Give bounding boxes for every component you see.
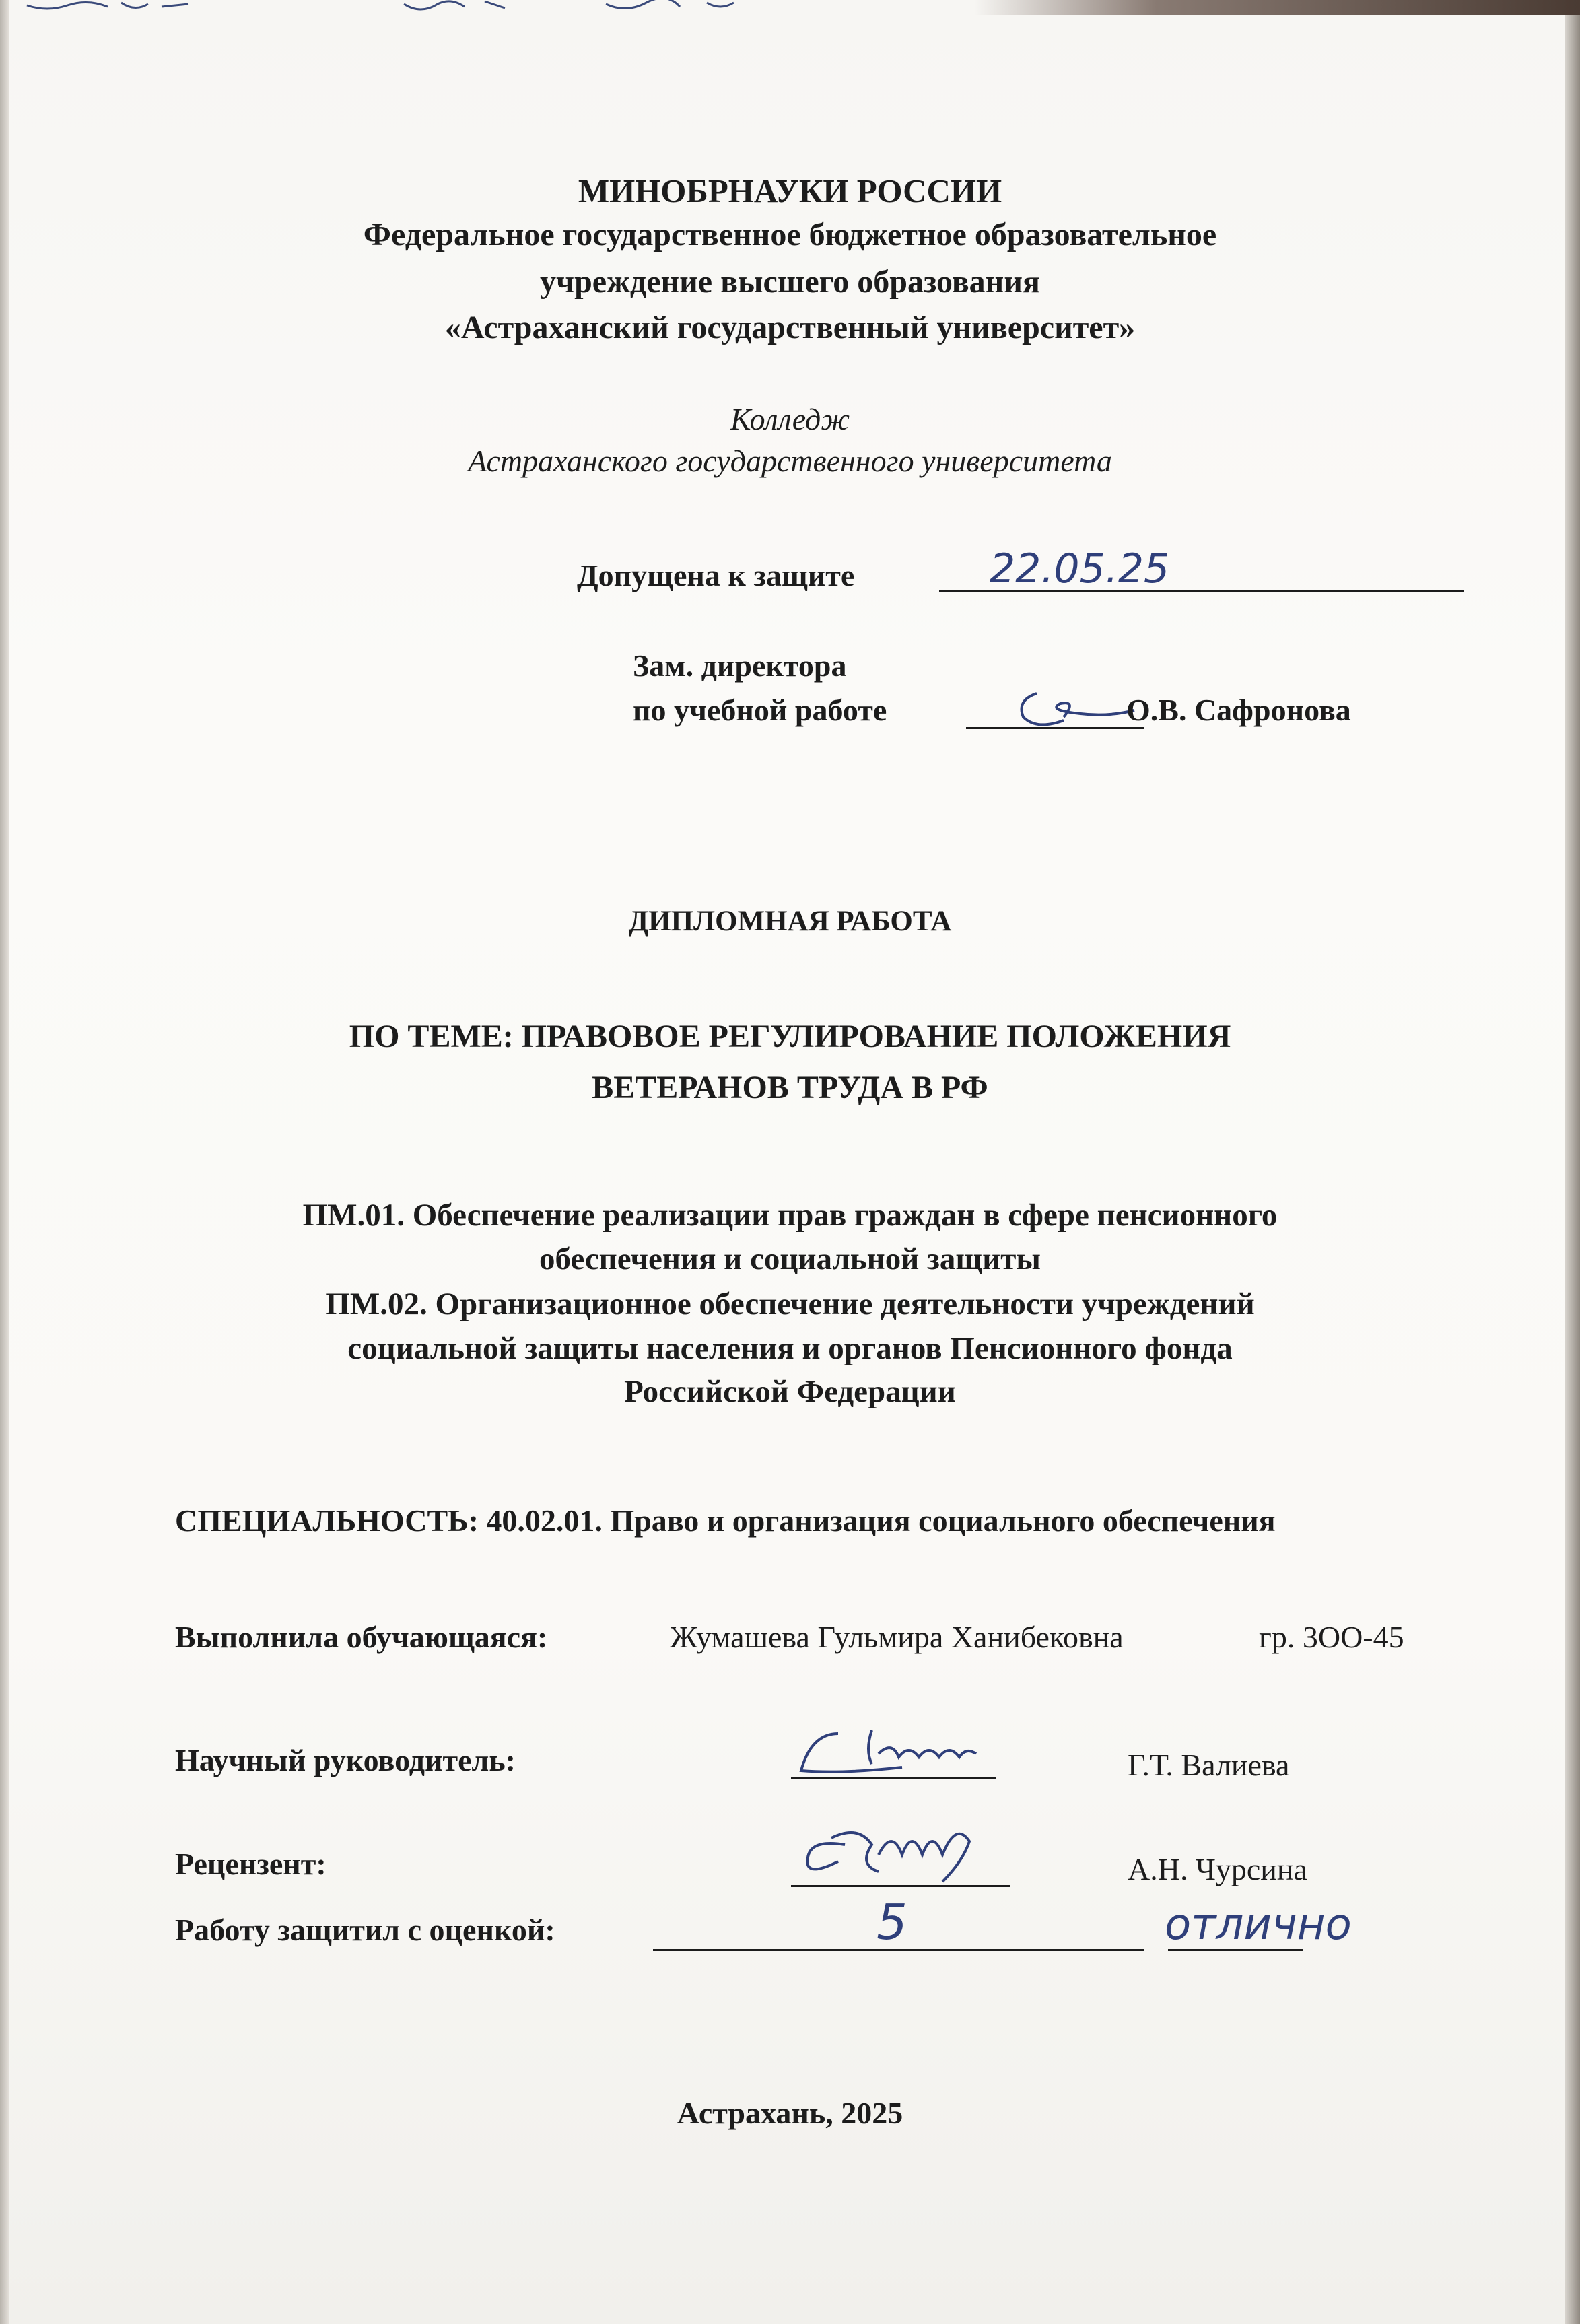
grade-word-handwriting: [1158, 1899, 1414, 1952]
specialty-value: 40.02.01. Право и организация социального обеспечения: [486, 1503, 1276, 1538]
deputy-name: О.В. Сафронова: [1126, 693, 1351, 727]
college-line-1: Колледж: [730, 402, 850, 436]
grade-digit-handwriting: [868, 1885, 922, 1949]
reviewer-label: Рецензент:: [175, 1847, 327, 1881]
page-edge-left: [0, 0, 9, 2324]
module-line-3: ПМ.02. Организационное обеспечение деятельности учреждений: [325, 1287, 1255, 1322]
ministry-title: МИНОБРНАУКИ РОССИИ: [578, 172, 1002, 209]
topic-line-1: ПО ТЕМЕ: ПРАВОВОЕ РЕГУЛИРОВАНИЕ ПОЛОЖЕНИЯ: [349, 1019, 1231, 1054]
supervisor-name: Г.Т. Валиева: [1128, 1748, 1290, 1782]
student-label: Выполнила обучающаяся:: [175, 1620, 548, 1654]
defense-label: Работу защитил с оценкой:: [175, 1913, 555, 1947]
top-edge-handwriting: [0, 0, 875, 27]
college-line-2: Астраханского государственного университета: [468, 444, 1112, 478]
organization-line-1: Федеральное государственное бюджетное образовательное: [363, 217, 1217, 252]
reviewer-name: А.Н. Чурсина: [1128, 1852, 1307, 1886]
module-line-2: обеспечения и социальной защиты: [539, 1241, 1041, 1276]
organization-line-2: учреждение высшего образования: [540, 264, 1040, 300]
city-year: Астрахань, 2025: [677, 2096, 903, 2130]
topic-line-2: ВЕТЕРАНОВ ТРУДА В РФ: [592, 1070, 988, 1105]
svg-text:отлично: отлично: [1165, 1900, 1352, 1950]
student-name: Жумашева Гульмира Ханибековна: [670, 1620, 1124, 1654]
admitted-label: Допущена к защите: [577, 558, 855, 592]
module-line-4: социальной защиты населения и органов Пенсионного фонда: [347, 1331, 1233, 1366]
svg-text:5: 5: [877, 1894, 907, 1949]
university-name: «Астраханский государственный университет»: [444, 310, 1136, 345]
reviewer-signature: [791, 1818, 1020, 1892]
specialty: [175, 1503, 1276, 1538]
deputy-label: Зам. директора: [633, 648, 847, 683]
svg-text:22.05.25: 22.05.25: [990, 545, 1170, 592]
scan-shadow: [974, 0, 1580, 15]
supervisor-signature: [791, 1723, 1000, 1784]
defense-grade-line: [653, 1949, 1144, 1951]
module-line-5: Российской Федерации: [624, 1374, 956, 1409]
specialty-label: СПЕЦИАЛЬНОСТЬ:: [175, 1503, 479, 1538]
deputy-role: по учебной работе: [633, 693, 887, 727]
student-group: гр. 3ОО-45: [1259, 1620, 1404, 1654]
page-edge-right: [1565, 0, 1580, 2324]
work-type: ДИПЛОМНАЯ РАБОТА: [628, 905, 952, 937]
deputy-signature: [990, 680, 1144, 741]
admitted-date-handwriting: [983, 545, 1212, 596]
supervisor-label: Научный руководитель:: [175, 1743, 516, 1777]
module-line-1: ПМ.01. Обеспечение реализации прав граждан в сфере пенсионного: [302, 1198, 1278, 1233]
